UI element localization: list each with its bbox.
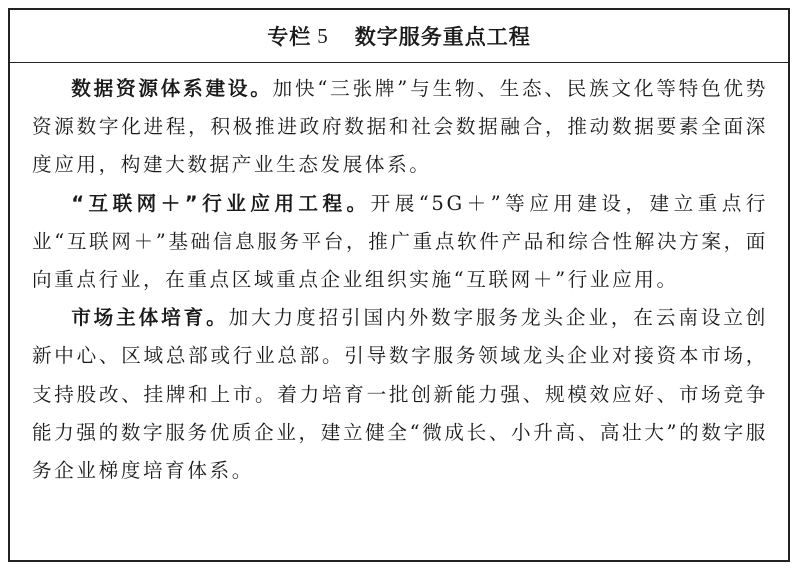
column-title: 数字服务重点工程	[354, 25, 531, 49]
section-heading: 市场主体培育。	[71, 306, 229, 330]
section-text: 加快“三张牌”与生物、生态、民族文化等特色优势资源数字化进程，积极推进政府数据和社会数据融合，推动数据要素全面深度应用，构建大数据产业生态发展体系。	[32, 77, 768, 177]
column-label: 专栏	[267, 25, 312, 49]
section-internet-plus	[32, 185, 768, 300]
column-body	[10, 63, 788, 490]
column-box	[8, 8, 790, 562]
section-market-entity	[32, 299, 768, 490]
column-number: 5	[317, 23, 329, 48]
column-header	[10, 10, 788, 63]
section-data-resource-system	[32, 70, 768, 185]
section-heading: “互联网＋”行业应用工程。	[71, 191, 371, 215]
section-text: 加大力度招引国内外数字服务龙头企业，在云南设立创新中心、区域总部或行业总部。引导数字服务领域龙头企业对接资本市场，支持股改、挂牌和上市。着力培育一批创新能力强、规模效应好、市场竞争能力强的数字服务优质企业，建立健全“微成长、小升高、高壮大”的数字服务企业梯度培育体系。	[32, 306, 769, 483]
section-heading: 数据资源体系建设。	[71, 77, 273, 100]
section-text: 开展“5G＋”等应用建设，建立重点行业“互联网＋”基础信息服务平台，推广重点软件产品和综合性解决方案，面向重点行业，在重点区域重点企业组织实施“互联网＋”行业应用。	[32, 191, 769, 292]
